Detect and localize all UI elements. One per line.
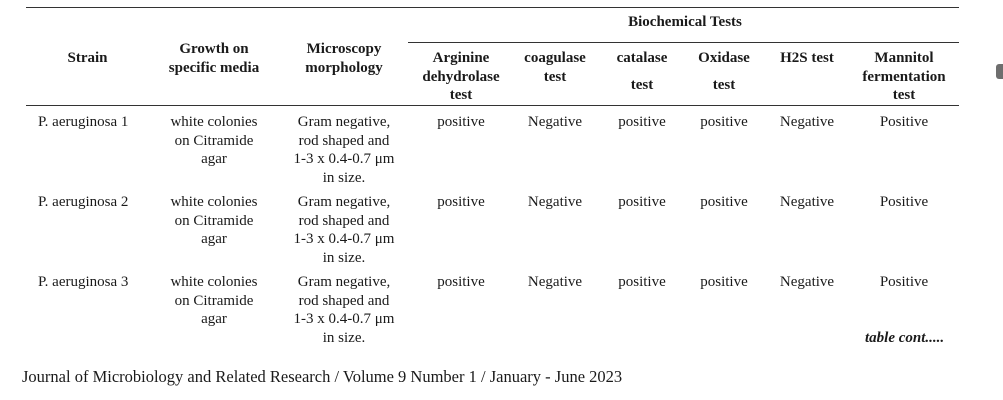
header-line: specific media [168, 59, 260, 76]
row-1-catalase: positive [618, 114, 666, 130]
cell-line: agar [201, 151, 227, 167]
row-3-arginine: positive [437, 274, 485, 290]
cell-line: agar [201, 231, 227, 247]
cell-line: Gram negative, [297, 114, 391, 130]
cell-line: white colonies [170, 114, 258, 130]
header-line: H2S test [780, 50, 834, 66]
journal-footer: Journal of Microbiology and Related Research / Volume 9 Number 1 / January - June 2023 [22, 367, 623, 386]
cell-line: 1-3 x 0.4-0.7 μm [293, 151, 395, 167]
header-h2s [766, 49, 848, 68]
cell-line: on Citramide [174, 292, 254, 309]
cell-line: white colonies [170, 194, 258, 210]
row-2-coagulase: Negative [527, 194, 583, 210]
row-1-strain: P. aeruginosa 1 [38, 114, 129, 130]
header-line: Mannitol [874, 50, 934, 66]
row-1-mannitol: Positive [879, 114, 929, 130]
row-3-catalase: positive [618, 274, 666, 290]
row-3-coagulase: Negative [527, 274, 583, 290]
row-1-oxidase: positive [700, 114, 748, 130]
cell-line: 1-3 x 0.4-0.7 μm [293, 231, 395, 247]
cell-line: 1-3 x 0.4-0.7 μm [293, 311, 395, 327]
row-1-arginine: positive [437, 114, 485, 130]
row-2-strain: P. aeruginosa 2 [38, 194, 129, 210]
row-2-arginine: positive [437, 194, 485, 210]
cell-line: agar [201, 311, 227, 327]
row-3-growth [152, 273, 276, 329]
cell-line: rod shaped and [298, 212, 390, 229]
header-line: fermentation [862, 68, 946, 85]
row-3-morphology [284, 273, 404, 347]
header-line: dehydrolase [422, 68, 500, 85]
scrollbar-handle[interactable] [996, 64, 1003, 79]
biochemical-tests-header: Biochemical Tests [628, 14, 742, 30]
row-2-morphology [284, 193, 404, 267]
header-growth [152, 40, 276, 77]
header-line: test [543, 68, 567, 85]
group-header-rule [408, 42, 959, 43]
header-oxidase [686, 49, 762, 94]
row-1-growth [152, 113, 276, 169]
header-mannitol [852, 49, 956, 105]
cell-line: Gram negative, [297, 194, 391, 210]
row-1-morphology [284, 113, 404, 187]
row-3-strain: P. aeruginosa 3 [38, 274, 129, 290]
header-microscopy [284, 40, 404, 77]
row-2-h2s: Negative [779, 194, 835, 210]
row-3-h2s: Negative [779, 274, 835, 290]
header-line: Strain [67, 50, 108, 66]
table-continuation-note: table cont..... [865, 330, 945, 346]
cell-line: on Citramide [174, 132, 254, 149]
header-catalase [604, 49, 680, 94]
row-2-mannitol: Positive [879, 194, 929, 210]
header-line: Microscopy [306, 41, 382, 57]
header-line: catalase [616, 50, 668, 66]
header-line: test [449, 87, 473, 103]
cell-line: in size. [322, 169, 366, 186]
cell-line: Gram negative, [297, 274, 391, 290]
cell-line: rod shaped and [298, 132, 390, 149]
header-line: coagulase [524, 50, 586, 66]
row-2-growth [152, 193, 276, 249]
cell-line: on Citramide [174, 212, 254, 229]
header-arginine [414, 49, 508, 105]
cell-line: white colonies [170, 274, 258, 290]
header-line: test [630, 76, 654, 93]
cell-line: rod shaped and [298, 292, 390, 309]
header-line: morphology [305, 59, 383, 76]
header-bottom-rule [26, 105, 959, 106]
cell-line: in size. [322, 249, 366, 266]
header-line: Arginine [432, 50, 490, 66]
header-line: test [712, 76, 736, 93]
row-1-h2s: Negative [779, 114, 835, 130]
header-line: Growth on [179, 41, 249, 57]
header-strain [40, 49, 135, 68]
header-line: test [892, 87, 916, 103]
row-2-oxidase: positive [700, 194, 748, 210]
header-coagulase [512, 49, 598, 86]
cell-line: in size. [322, 329, 366, 346]
table-top-rule [26, 7, 959, 8]
row-1-coagulase: Negative [527, 114, 583, 130]
row-3-mannitol: Positive [879, 274, 929, 290]
row-2-catalase: positive [618, 194, 666, 210]
header-line: Oxidase [698, 50, 750, 66]
row-3-oxidase: positive [700, 274, 748, 290]
